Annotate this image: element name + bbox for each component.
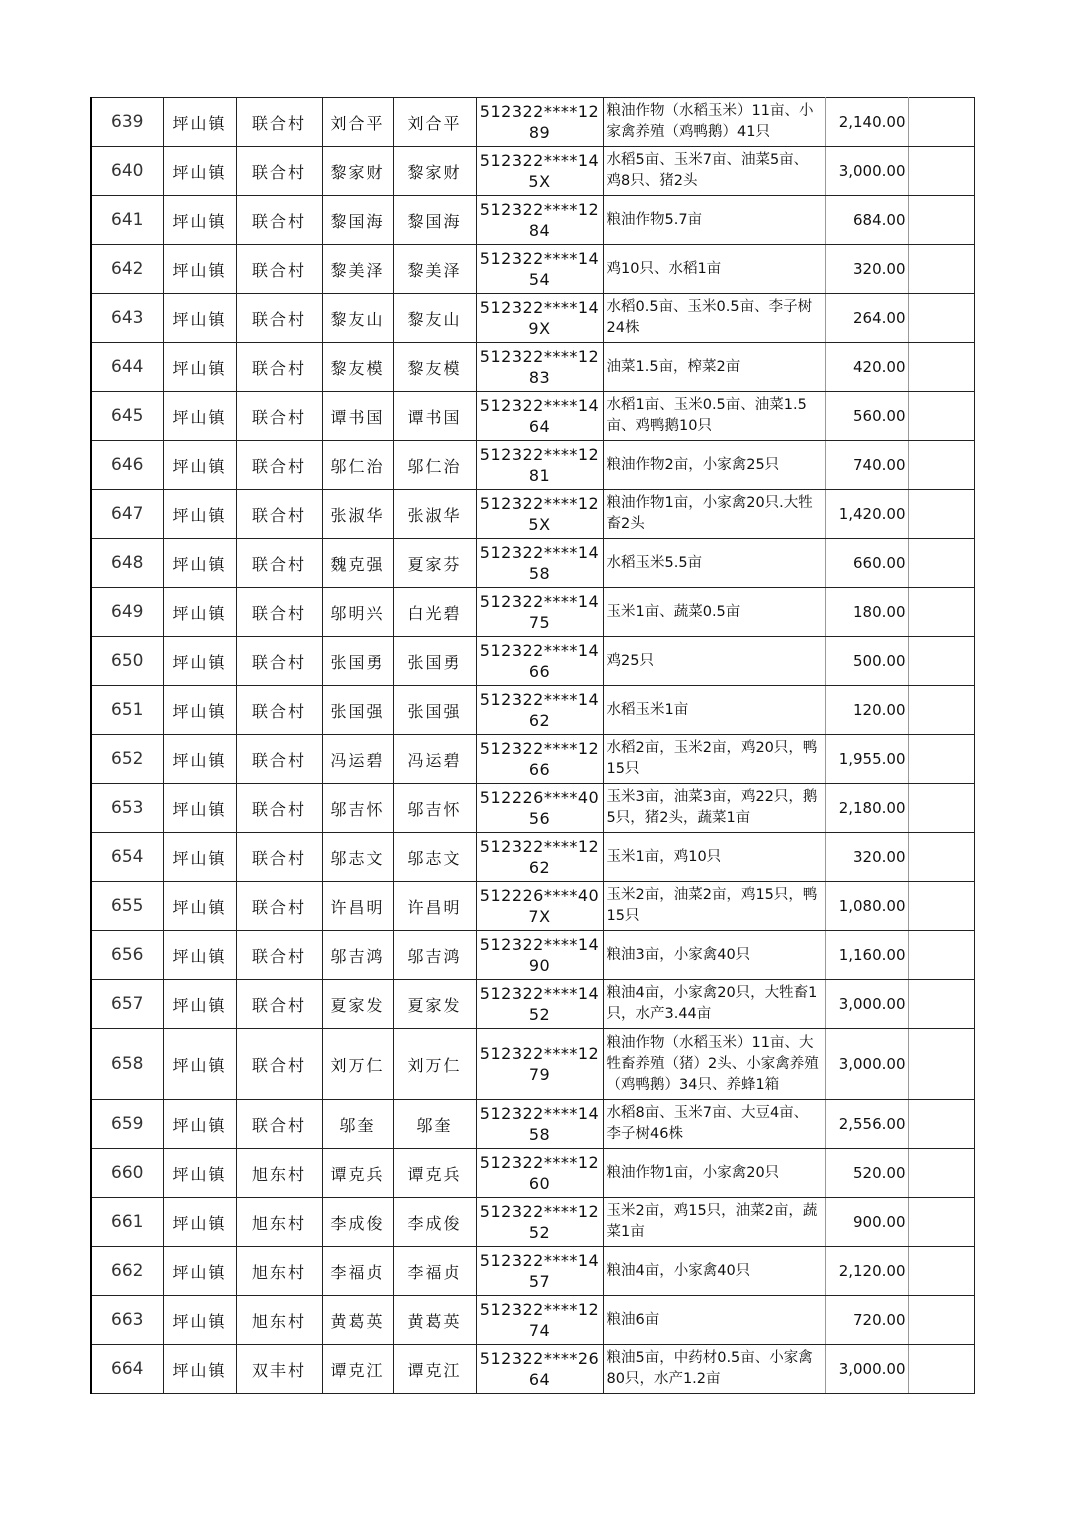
row-number: 639 (91, 98, 163, 147)
amount-cell: 2,180.00 (825, 784, 908, 833)
household-head-cell: 黎国海 (322, 196, 393, 245)
household-head-cell: 谭克江 (322, 1345, 393, 1394)
row-number: 650 (91, 637, 163, 686)
table-row (91, 931, 974, 980)
village-cell: 旭东村 (236, 1247, 322, 1296)
town-cell: 坪山镇 (163, 539, 236, 588)
town-cell: 坪山镇 (163, 686, 236, 735)
table-row (91, 980, 974, 1029)
table-row (91, 196, 974, 245)
amount-cell: 320.00 (825, 833, 908, 882)
table-row (91, 245, 974, 294)
table-row (91, 735, 974, 784)
remark-cell (908, 1149, 974, 1198)
row-number: 659 (91, 1100, 163, 1149)
table-row (91, 539, 974, 588)
household-head-cell: 许昌明 (322, 882, 393, 931)
id-number-cell: 512322****149X (476, 294, 603, 343)
row-number: 664 (91, 1345, 163, 1394)
remark-cell (908, 637, 974, 686)
village-cell: 联合村 (236, 196, 322, 245)
town-cell: 坪山镇 (163, 735, 236, 784)
id-number-cell: 512322****1279 (476, 1029, 603, 1100)
production-description-cell: 水稻1亩、玉米0.5亩、油菜1.5亩、鸡鸭鹅10只 (603, 392, 825, 441)
table-row (91, 833, 974, 882)
production-description-cell: 粮油作物1亩，小家禽20只 (603, 1149, 825, 1198)
amount-cell: 180.00 (825, 588, 908, 637)
recipient-name-cell: 冯运碧 (393, 735, 476, 784)
village-cell: 联合村 (236, 539, 322, 588)
town-cell: 坪山镇 (163, 588, 236, 637)
remark-cell (908, 539, 974, 588)
table-row (91, 882, 974, 931)
row-number: 644 (91, 343, 163, 392)
village-cell: 双丰村 (236, 1345, 322, 1394)
remark-cell (908, 931, 974, 980)
production-description-cell: 水稻5亩、玉米7亩、油菜5亩、鸡8只、猪2头 (603, 147, 825, 196)
row-number: 647 (91, 490, 163, 539)
table-row (91, 637, 974, 686)
table-row (91, 1247, 974, 1296)
production-description-cell: 鸡10只、水稻1亩 (603, 245, 825, 294)
household-head-cell: 黄葛英 (322, 1296, 393, 1345)
id-number-cell: 512322****1466 (476, 637, 603, 686)
id-number-cell: 512322****1462 (476, 686, 603, 735)
remark-cell (908, 1247, 974, 1296)
town-cell: 坪山镇 (163, 980, 236, 1029)
village-cell: 旭东村 (236, 1198, 322, 1247)
recipient-name-cell: 夏家发 (393, 980, 476, 1029)
town-cell: 坪山镇 (163, 784, 236, 833)
amount-cell: 3,000.00 (825, 980, 908, 1029)
table-row (91, 147, 974, 196)
subsidy-table (90, 97, 975, 1394)
remark-cell (908, 980, 974, 1029)
row-number: 646 (91, 441, 163, 490)
id-number-cell: 512322****2664 (476, 1345, 603, 1394)
remark-cell (908, 343, 974, 392)
id-number-cell: 512322****1464 (476, 392, 603, 441)
recipient-name-cell: 许昌明 (393, 882, 476, 931)
household-head-cell: 黎友山 (322, 294, 393, 343)
id-number-cell: 512322****125X (476, 490, 603, 539)
household-head-cell: 李福贞 (322, 1247, 393, 1296)
id-number-cell: 512322****1457 (476, 1247, 603, 1296)
remark-cell (908, 147, 974, 196)
village-cell: 联合村 (236, 588, 322, 637)
id-number-cell: 512322****1284 (476, 196, 603, 245)
row-number: 654 (91, 833, 163, 882)
id-number-cell: 512322****1454 (476, 245, 603, 294)
recipient-name-cell: 邬仁治 (393, 441, 476, 490)
table-row (91, 1149, 974, 1198)
amount-cell: 3,000.00 (825, 1029, 908, 1100)
amount-cell: 2,140.00 (825, 98, 908, 147)
recipient-name-cell: 黎友山 (393, 294, 476, 343)
town-cell: 坪山镇 (163, 1296, 236, 1345)
amount-cell: 1,955.00 (825, 735, 908, 784)
town-cell: 坪山镇 (163, 147, 236, 196)
id-number-cell: 512322****1252 (476, 1198, 603, 1247)
household-head-cell: 刘万仁 (322, 1029, 393, 1100)
remark-cell (908, 686, 974, 735)
id-number-cell: 512226****4056 (476, 784, 603, 833)
household-head-cell: 邬吉怀 (322, 784, 393, 833)
recipient-name-cell: 谭书国 (393, 392, 476, 441)
remark-cell (908, 588, 974, 637)
table-row (91, 98, 974, 147)
town-cell: 坪山镇 (163, 245, 236, 294)
production-description-cell: 粮油6亩 (603, 1296, 825, 1345)
production-description-cell: 水稻8亩、玉米7亩、大豆4亩、李子树46株 (603, 1100, 825, 1149)
town-cell: 坪山镇 (163, 931, 236, 980)
remark-cell (908, 735, 974, 784)
town-cell: 坪山镇 (163, 392, 236, 441)
id-number-cell: 512322****1458 (476, 539, 603, 588)
household-head-cell: 邬奎 (322, 1100, 393, 1149)
recipient-name-cell: 夏家芬 (393, 539, 476, 588)
row-number: 643 (91, 294, 163, 343)
household-head-cell: 冯运碧 (322, 735, 393, 784)
village-cell: 联合村 (236, 686, 322, 735)
village-cell: 联合村 (236, 784, 322, 833)
town-cell: 坪山镇 (163, 490, 236, 539)
production-description-cell: 鸡25只 (603, 637, 825, 686)
recipient-name-cell: 白光碧 (393, 588, 476, 637)
village-cell: 联合村 (236, 1100, 322, 1149)
village-cell: 联合村 (236, 490, 322, 539)
remark-cell (908, 1296, 974, 1345)
row-number: 653 (91, 784, 163, 833)
table-row (91, 1029, 974, 1100)
production-description-cell: 粮油3亩，小家禽40只 (603, 931, 825, 980)
town-cell: 坪山镇 (163, 98, 236, 147)
row-number: 658 (91, 1029, 163, 1100)
village-cell: 联合村 (236, 294, 322, 343)
amount-cell: 1,420.00 (825, 490, 908, 539)
remark-cell (908, 245, 974, 294)
id-number-cell: 512322****145X (476, 147, 603, 196)
amount-cell: 900.00 (825, 1198, 908, 1247)
production-description-cell: 粮油作物（水稻玉米）11亩、小家禽养殖（鸡鸭鹅）41只 (603, 98, 825, 147)
amount-cell: 3,000.00 (825, 1345, 908, 1394)
remark-cell (908, 490, 974, 539)
recipient-name-cell: 刘合平 (393, 98, 476, 147)
village-cell: 联合村 (236, 931, 322, 980)
town-cell: 坪山镇 (163, 343, 236, 392)
id-number-cell: 512226****407X (476, 882, 603, 931)
recipient-name-cell: 邬吉怀 (393, 784, 476, 833)
town-cell: 坪山镇 (163, 833, 236, 882)
production-description-cell: 水稻玉米1亩 (603, 686, 825, 735)
id-number-cell: 512322****1475 (476, 588, 603, 637)
recipient-name-cell: 谭克兵 (393, 1149, 476, 1198)
production-description-cell: 油菜1.5亩，榨菜2亩 (603, 343, 825, 392)
amount-cell: 420.00 (825, 343, 908, 392)
production-description-cell: 粮油作物（水稻玉米）11亩、大牲畜养殖（猪）2头、小家禽养殖（鸡鸭鹅）34只、养蜂1箱 (603, 1029, 825, 1100)
household-head-cell: 黎美泽 (322, 245, 393, 294)
id-number-cell: 512322****1452 (476, 980, 603, 1029)
production-description-cell: 水稻玉米5.5亩 (603, 539, 825, 588)
production-description-cell: 玉米1亩，鸡10只 (603, 833, 825, 882)
village-cell: 联合村 (236, 343, 322, 392)
household-head-cell: 张国强 (322, 686, 393, 735)
table-row (91, 392, 974, 441)
table-row (91, 490, 974, 539)
remark-cell (908, 294, 974, 343)
amount-cell: 1,160.00 (825, 931, 908, 980)
amount-cell: 720.00 (825, 1296, 908, 1345)
amount-cell: 660.00 (825, 539, 908, 588)
id-number-cell: 512322****1266 (476, 735, 603, 784)
recipient-name-cell: 黎国海 (393, 196, 476, 245)
amount-cell: 2,120.00 (825, 1247, 908, 1296)
household-head-cell: 谭克兵 (322, 1149, 393, 1198)
table-row (91, 1100, 974, 1149)
production-description-cell: 粮油作物5.7亩 (603, 196, 825, 245)
table-row (91, 1345, 974, 1394)
town-cell: 坪山镇 (163, 1029, 236, 1100)
town-cell: 坪山镇 (163, 637, 236, 686)
household-head-cell: 黎家财 (322, 147, 393, 196)
row-number: 649 (91, 588, 163, 637)
remark-cell (908, 882, 974, 931)
household-head-cell: 魏克强 (322, 539, 393, 588)
town-cell: 坪山镇 (163, 1198, 236, 1247)
production-description-cell: 玉米2亩，油菜2亩，鸡15只，鸭15只 (603, 882, 825, 931)
amount-cell: 500.00 (825, 637, 908, 686)
village-cell: 联合村 (236, 882, 322, 931)
town-cell: 坪山镇 (163, 1100, 236, 1149)
amount-cell: 264.00 (825, 294, 908, 343)
village-cell: 联合村 (236, 833, 322, 882)
household-head-cell: 邬志文 (322, 833, 393, 882)
production-description-cell: 粮油作物1亩，小家禽20只.大牲畜2头 (603, 490, 825, 539)
remark-cell (908, 1029, 974, 1100)
village-cell: 联合村 (236, 1029, 322, 1100)
recipient-name-cell: 黄葛英 (393, 1296, 476, 1345)
recipient-name-cell: 邬奎 (393, 1100, 476, 1149)
remark-cell (908, 196, 974, 245)
row-number: 663 (91, 1296, 163, 1345)
row-number: 641 (91, 196, 163, 245)
production-description-cell: 粮油5亩，中药材0.5亩、小家禽80只，水产1.2亩 (603, 1345, 825, 1394)
row-number: 645 (91, 392, 163, 441)
remark-cell (908, 98, 974, 147)
id-number-cell: 512322****1289 (476, 98, 603, 147)
row-number: 660 (91, 1149, 163, 1198)
village-cell: 联合村 (236, 637, 322, 686)
table-row (91, 784, 974, 833)
id-number-cell: 512322****1274 (476, 1296, 603, 1345)
amount-cell: 684.00 (825, 196, 908, 245)
row-number: 657 (91, 980, 163, 1029)
household-head-cell: 夏家发 (322, 980, 393, 1029)
amount-cell: 3,000.00 (825, 147, 908, 196)
household-head-cell: 黎友模 (322, 343, 393, 392)
amount-cell: 320.00 (825, 245, 908, 294)
town-cell: 坪山镇 (163, 1247, 236, 1296)
amount-cell: 520.00 (825, 1149, 908, 1198)
table-row (91, 441, 974, 490)
production-description-cell: 玉米2亩，鸡15只，油菜2亩，蔬菜1亩 (603, 1198, 825, 1247)
recipient-name-cell: 张淑华 (393, 490, 476, 539)
household-head-cell: 邬仁治 (322, 441, 393, 490)
production-description-cell: 粮油4亩，小家禽20只，大牲畜1只，水产3.44亩 (603, 980, 825, 1029)
household-head-cell: 谭书国 (322, 392, 393, 441)
table-row (91, 294, 974, 343)
village-cell: 联合村 (236, 441, 322, 490)
id-number-cell: 512322****1283 (476, 343, 603, 392)
remark-cell (908, 1198, 974, 1247)
recipient-name-cell: 黎美泽 (393, 245, 476, 294)
village-cell: 联合村 (236, 980, 322, 1029)
recipient-name-cell: 邬吉鸿 (393, 931, 476, 980)
town-cell: 坪山镇 (163, 1345, 236, 1394)
production-description-cell: 粮油作物2亩，小家禽25只 (603, 441, 825, 490)
id-number-cell: 512322****1281 (476, 441, 603, 490)
amount-cell: 120.00 (825, 686, 908, 735)
table-row (91, 686, 974, 735)
row-number: 648 (91, 539, 163, 588)
id-number-cell: 512322****1260 (476, 1149, 603, 1198)
row-number: 656 (91, 931, 163, 980)
production-description-cell: 水稻0.5亩、玉米0.5亩、李子树24株 (603, 294, 825, 343)
table-row (91, 1296, 974, 1345)
recipient-name-cell: 邬志文 (393, 833, 476, 882)
village-cell: 联合村 (236, 147, 322, 196)
id-number-cell: 512322****1458 (476, 1100, 603, 1149)
recipient-name-cell: 黎友模 (393, 343, 476, 392)
amount-cell: 2,556.00 (825, 1100, 908, 1149)
recipient-name-cell: 张国勇 (393, 637, 476, 686)
recipient-name-cell: 李福贞 (393, 1247, 476, 1296)
town-cell: 坪山镇 (163, 441, 236, 490)
remark-cell (908, 1100, 974, 1149)
town-cell: 坪山镇 (163, 196, 236, 245)
row-number: 640 (91, 147, 163, 196)
id-number-cell: 512322****1490 (476, 931, 603, 980)
recipient-name-cell: 李成俊 (393, 1198, 476, 1247)
village-cell: 联合村 (236, 98, 322, 147)
production-description-cell: 玉米1亩、蔬菜0.5亩 (603, 588, 825, 637)
household-head-cell: 邬明兴 (322, 588, 393, 637)
village-cell: 联合村 (236, 392, 322, 441)
production-description-cell: 粮油4亩，小家禽40只 (603, 1247, 825, 1296)
table-row (91, 1198, 974, 1247)
row-number: 662 (91, 1247, 163, 1296)
village-cell: 联合村 (236, 735, 322, 784)
recipient-name-cell: 张国强 (393, 686, 476, 735)
village-cell: 联合村 (236, 245, 322, 294)
amount-cell: 740.00 (825, 441, 908, 490)
village-cell: 旭东村 (236, 1296, 322, 1345)
remark-cell (908, 784, 974, 833)
table-row (91, 343, 974, 392)
town-cell: 坪山镇 (163, 294, 236, 343)
row-number: 642 (91, 245, 163, 294)
remark-cell (908, 392, 974, 441)
town-cell: 坪山镇 (163, 882, 236, 931)
amount-cell: 560.00 (825, 392, 908, 441)
remark-cell (908, 441, 974, 490)
household-head-cell: 李成俊 (322, 1198, 393, 1247)
village-cell: 旭东村 (236, 1149, 322, 1198)
recipient-name-cell: 刘万仁 (393, 1029, 476, 1100)
household-head-cell: 张淑华 (322, 490, 393, 539)
household-head-cell: 刘合平 (322, 98, 393, 147)
row-number: 655 (91, 882, 163, 931)
row-number: 651 (91, 686, 163, 735)
production-description-cell: 玉米3亩，油菜3亩，鸡22只，鹅5只，猪2头，蔬菜1亩 (603, 784, 825, 833)
recipient-name-cell: 谭克江 (393, 1345, 476, 1394)
amount-cell: 1,080.00 (825, 882, 908, 931)
id-number-cell: 512322****1262 (476, 833, 603, 882)
row-number: 661 (91, 1198, 163, 1247)
household-head-cell: 张国勇 (322, 637, 393, 686)
remark-cell (908, 1345, 974, 1394)
remark-cell (908, 833, 974, 882)
table-row (91, 588, 974, 637)
household-head-cell: 邬吉鸿 (322, 931, 393, 980)
town-cell: 坪山镇 (163, 1149, 236, 1198)
recipient-name-cell: 黎家财 (393, 147, 476, 196)
production-description-cell: 水稻2亩，玉米2亩，鸡20只，鸭15只 (603, 735, 825, 784)
row-number: 652 (91, 735, 163, 784)
